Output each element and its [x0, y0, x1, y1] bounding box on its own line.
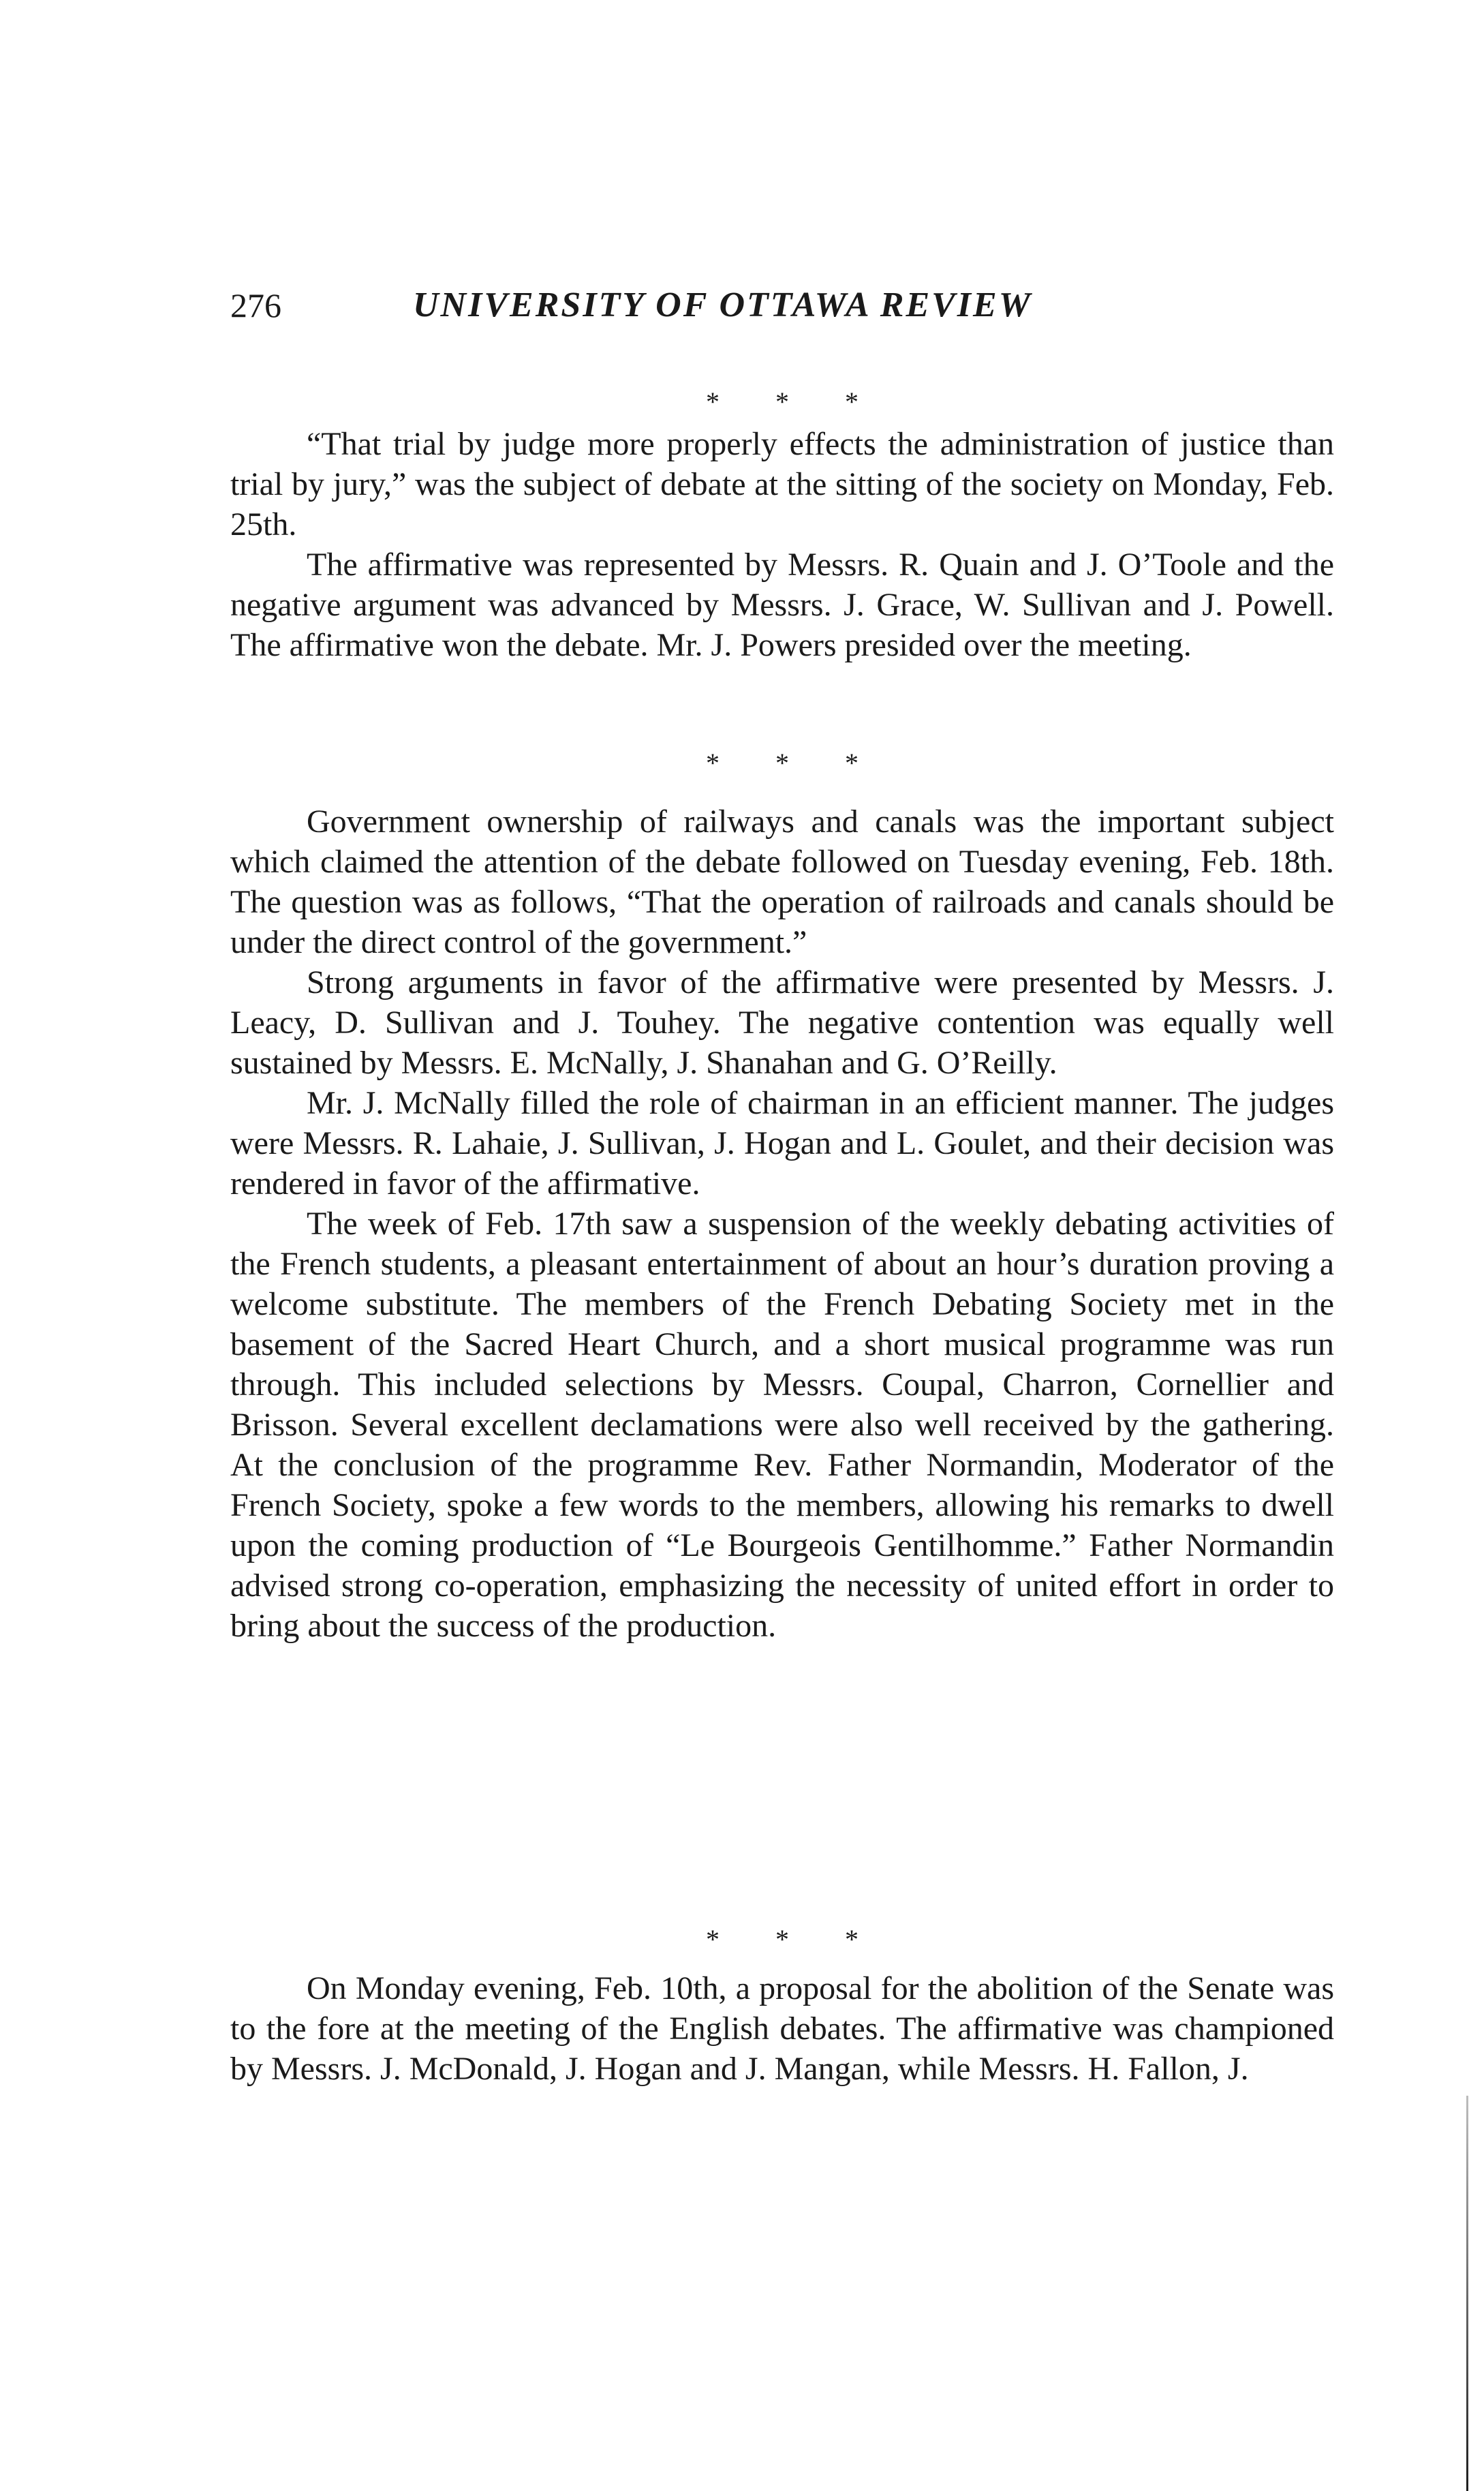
article-section-government-ownership [230, 801, 1334, 1646]
paragraph: Government ownership of railways and canals was the important subject which claimed the attention of the debate followed on Tuesday evening, Feb. 18th. The question was as follows, “That the operation of railroads and canals should be under the direct control of the government.” [230, 804, 1334, 960]
paragraph: The affirmative was represented by Messrs. R. Quain and J. O’Toole and the negative argument was advanced by Messrs. J. Grace, W. Sullivan and J. Powell. The affirmative won the debate. Mr. J. Powers presided over the meeting. [230, 547, 1334, 663]
paragraph: Mr. J. McNally filled the role of chairman in an efficient manner. The judges were Messrs. R. Lahaie, J. Sullivan, J. Hogan and L. Goulet, and their decision was rendered in favor of the affirmative. [230, 1085, 1334, 1202]
article-section-trial-by-judge [230, 424, 1334, 665]
scan-edge-line [1466, 2096, 1468, 2491]
paragraph: The week of Feb. 17th saw a suspension of the weekly debating activities of the French students, a pleasant entertainment of about an hour’s duration proving a welcome substitute. The members of the French Debating Society met in the basement of the Sacred Heart Church, and a short musical programme was run through. This included selections by Messrs. Coupal, Charron, Cornellier and Brisson. Several excellent declamations were also well received by the gathering. At the conclusion of the programme Rev. Father Normandin, Moderator of the French Society, spoke a few words to the members, allowing his remarks to dwell upon the coming production of “Le Bourgeois Gentilhomme.” Father Normandin advised strong co-operation, emphasizing the necessity of united effort in order to bring about the success of the production. [230, 1206, 1334, 1644]
section-divider: * * * [706, 748, 883, 778]
article-section-senate-abolition [230, 1968, 1334, 2089]
page-header [230, 278, 1361, 333]
paragraph: “That trial by judge more properly effects the administration of justice than trial by jury,” was the subject of debate at the sitting of the society on Monday, Feb. 25th. [230, 426, 1334, 542]
section-divider: * * * [706, 386, 883, 417]
paragraph: Strong arguments in favor of the affirmative were presented by Messrs. J. Leacy, D. Sullivan and J. Touhey. The negative contention was equally well sustained by Messrs. E. McNally, J. Shanahan and G. O’Reilly. [230, 964, 1334, 1081]
paragraph: On Monday evening, Feb. 10th, a proposal for the abolition of the Senate was to the fore at the meeting of the English debates. The affirmative was championed by Messrs. J. McDonald, J. Hogan and J. Mangan, while Messrs. H. Fallon, J. [230, 1970, 1334, 2087]
journal-title: UNIVERSITY OF OTTAWA REVIEW [413, 286, 1032, 324]
page-number: 276 [230, 286, 281, 324]
section-divider: * * * [706, 1924, 883, 1955]
